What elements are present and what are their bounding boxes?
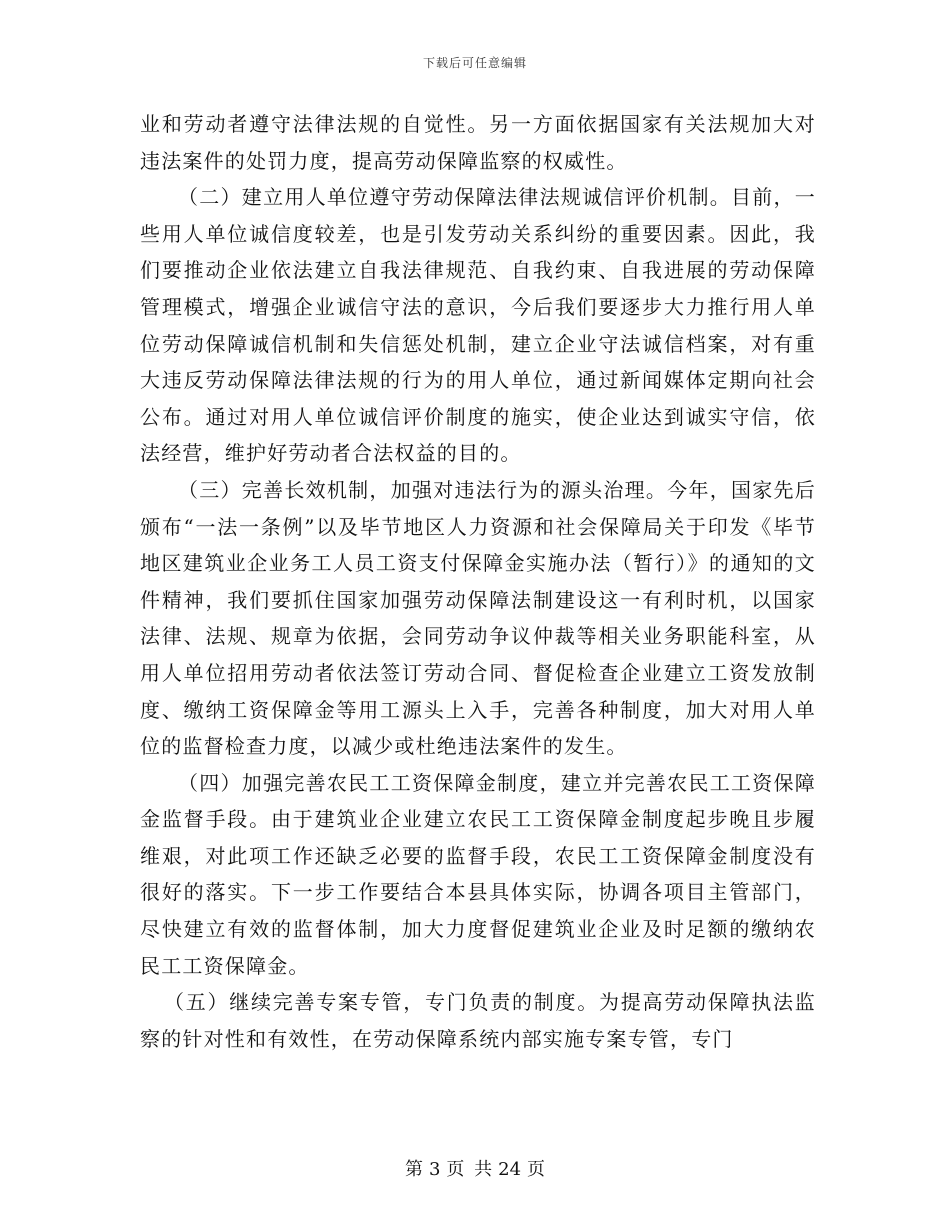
- footer-mid: 页 共: [446, 1159, 493, 1180]
- page-header-note: 下载后可任意编辑: [422, 56, 527, 70]
- footer-current-page: 3: [428, 1159, 441, 1180]
- paragraph-section-3: （三）完善长效机制，加强对违法行为的源头治理。今年，国家先后颁布“一法一条例”以及毕节地区人力资源和社会保障局关于印发《毕节地区建筑业企业务工人员工资支付保障金实施办法（暂行）》的通知的文件精神，我们要抓住国家加强劳动保障法制建设这一有利时机，以国家法律、法规、规章为依据，会同劳动争议仲裁等相关业务职能科室，从用人单位招用劳动者依法签订劳动合同、督促检查企业建立工资发放制度、缴纳工资保障金等用工源头上入手，完善各种制度，加大对用人单位的监督检查力度，以减少或杜绝违法案件的发生。: [140, 477, 816, 759]
- footer-prefix: 第: [404, 1159, 423, 1180]
- paragraph-section-4: （四）加强完善农民工工资保障金制度，建立并完善农民工工资保障金监督手段。由于建筑业企业建立农民工工资保障金制度起步晚且步履维艰，对此项工作还缺乏必要的监督手段，农民工工资保障金制度没有很好的落实。下一步工作要结合本县具体实际，协调各项目主管部门，尽快建立有效的监督体制，加大力度督促建筑业企业及时足额的缴纳农民工工资保障金。: [140, 770, 816, 978]
- footer-total-pages: 24: [498, 1159, 522, 1180]
- footer-suffix: 页: [527, 1159, 546, 1180]
- paragraph-section-5: （五）继续完善专案专管，专门负责的制度。为提高劳动保障执法监察的针对性和有效性，在劳动保障系统内部实施专案专管，专门: [140, 990, 816, 1051]
- document-body: [140, 106, 816, 1057]
- page-footer: [0, 1155, 950, 1181]
- paragraph-section-2: （二）建立用人单位遵守劳动保障法律法规诚信评价机制。目前，一些用人单位诚信度较差，也是引发劳动关系纠纷的重要因素。因此，我们要推动企业依法建立自我法律规范、自我约束、自我进展的劳动保障管理模式，增强企业诚信守法的意识，今后我们要逐步大力推行用人单位劳动保障诚信机制和失信惩处机制，建立企业守法诚信档案，对有重大违反劳动保障法律法规的行为的用人单位，通过新闻媒体定期向社会公布。通过对用人单位诚信评价制度的施实，使企业达到诚实守信，依法经营，维护好劳动者合法权益的目的。: [140, 185, 816, 466]
- paragraph-continuation: 业和劳动者遵守法律法规的自觉性。另一方面依据国家有关法规加大对违法案件的处罚力度，提高劳动保障监察的权威性。: [140, 112, 816, 173]
